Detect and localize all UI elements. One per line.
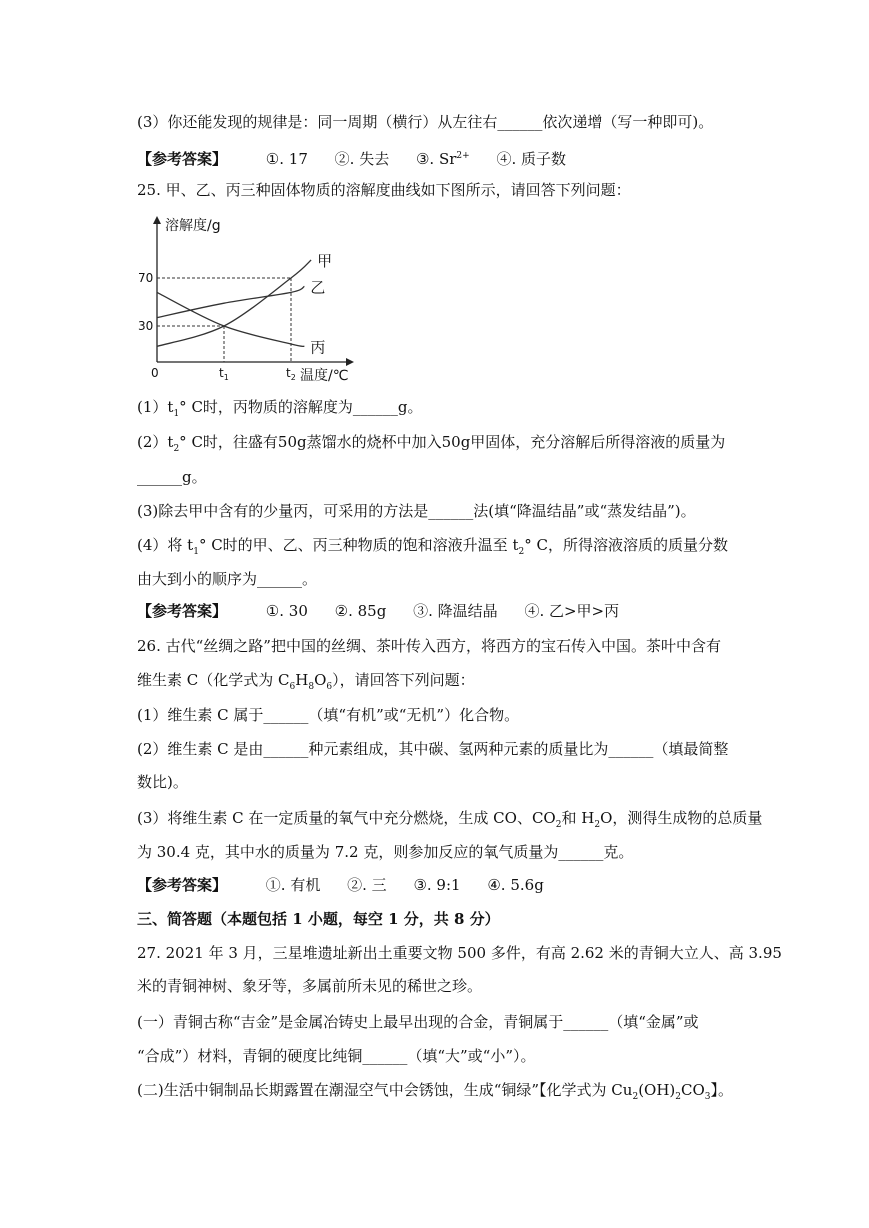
y-tick-label: 70 — [138, 271, 154, 285]
series-line-丙 — [157, 292, 304, 346]
answer-item: ①. 17 — [265, 150, 308, 168]
q26-part3-cont: 为 30.4 克，其中水的质量为 7.2 克，则参加反应的氧气质量为______克。 — [137, 843, 634, 861]
answer-label: 【参考答案】 — [137, 602, 228, 620]
series-line-甲 — [157, 260, 311, 346]
solubility-chart — [130, 210, 360, 382]
q26-stem-cont: 维生素 C（化学式为 $C_6H_8O_6$），请回答下列问题： — [137, 671, 475, 692]
q27-part2: (二)生活中铜制品长期露置在潮湿空气中会锈蚀，生成“铜绿”【化学式为 $Cu_2(OH)_2CO_3$】。 — [137, 1081, 734, 1102]
q25-part4: (4）将 $t_1^\circ$ C时的甲、乙、丙三种物质的饱和溶液升温至 $t_2^\circ$ C，所得溶液溶质的质量分数 — [137, 536, 728, 557]
answer-26 — [137, 875, 544, 895]
series-label: 甲 — [317, 252, 333, 270]
series-label: 丙 — [310, 338, 326, 357]
series-line-乙 — [157, 286, 304, 317]
answer-label: 【参考答案】 — [137, 150, 228, 168]
x-axis-arrow — [346, 358, 354, 366]
answer-item: ①. 30 — [265, 602, 308, 620]
q27-part1-cont: “合成”）材料，青铜的硬度比纯铜______（填“大”或“小”）。 — [137, 1047, 536, 1065]
q27-part1: (一）青铜古称“吉金”是金属冶铸史上最早出现的合金，青铜属于______（填“金属”或 — [137, 1013, 699, 1031]
answer-item: ①. 有机 — [265, 876, 321, 894]
q26-part1: (1）维生素 C 属于______（填“有机”或“无机”）化合物。 — [137, 706, 520, 724]
y-axis-label: 溶解度/g — [165, 218, 221, 234]
answer-label: 【参考答案】 — [137, 876, 228, 894]
x-axis-label: 温度/℃ — [300, 368, 349, 382]
q26-part2: (2）维生素 C 是由______种元素组成，其中碳、氢两种元素的质量比为______（填最简整 — [137, 740, 729, 758]
q25-part2-cont: ______g。 — [137, 468, 207, 486]
answer-item: ④. 乙>甲>丙 — [524, 602, 620, 620]
y-tick-label: 30 — [138, 319, 154, 333]
q26-part3: (3）将维生素 C 在一定质量的氧气中充分燃烧，生成 CO、$CO_2$和 $H_2O$，测得生成物的总质量 — [137, 809, 763, 830]
origin-label: 0 — [151, 366, 159, 380]
answer-item: ②. 三 — [347, 876, 387, 894]
answer-25 — [137, 601, 619, 621]
answer-item: ④. 质子数 — [496, 150, 567, 168]
q25-part3: (3)除去甲中含有的少量丙，可采用的方法是______法(填“降温结晶”或“蒸发结晶”)。 — [137, 502, 696, 520]
answer-item: ③. 9:1 — [413, 876, 461, 894]
answer-item: ②. 85g — [334, 602, 387, 620]
answer-item: ④. 5.6g — [487, 876, 544, 894]
q27-stem: 27. 2021 年 3 月，三星堆遗址新出土重要文物 500 多件，有高 2.62 米的青铜大立人、高 3.95 — [137, 944, 782, 962]
q26-stem: 26. 古代“丝绸之路”把中国的丝绸、茶叶传入西方，将西方的宝石传入中国。茶叶中含有 — [137, 637, 721, 655]
q27-stem-cont: 米的青铜神树、象牙等，多属前所未见的稀世之珍。 — [137, 977, 483, 995]
q25-part4-cont: 由大到小的顺序为______。 — [137, 570, 318, 588]
q25-part1: $(1)t_1^\circ$ C时，丙物质的溶解度为______g。 — [137, 398, 423, 419]
series-label: 乙 — [310, 278, 326, 297]
q26-part2-cont: 数比)。 — [137, 773, 188, 791]
q25-stem: 25. 甲、乙、丙三种固体物质的溶解度曲线如下图所示，请回答下列问题： — [137, 181, 631, 199]
answer-24 — [137, 146, 566, 169]
x-tick-label: $t_2$ — [286, 366, 296, 382]
answer-item: ③. $Sr^{2+}$ — [415, 150, 470, 168]
y-axis-arrow — [153, 216, 161, 224]
q25-part2: $(2)t_2^\circ$ C时，往盛有50g蒸馏水的烧杯中加入50g甲固体，充分溶解后所得溶液的质量为 — [137, 433, 726, 454]
x-tick-label: $t_1$ — [219, 366, 229, 382]
q24-part3: (3）你还能发现的规律是：同一周期（横行）从左往右______依次递增（写一种即可)。 — [137, 113, 714, 131]
answer-item: ②. 失去 — [334, 150, 390, 168]
answer-item: ③. 降温结晶 — [413, 602, 498, 620]
section-heading: 三、简答题（本题包括 1 小题，每空 1 分，共 8 分） — [137, 910, 500, 928]
